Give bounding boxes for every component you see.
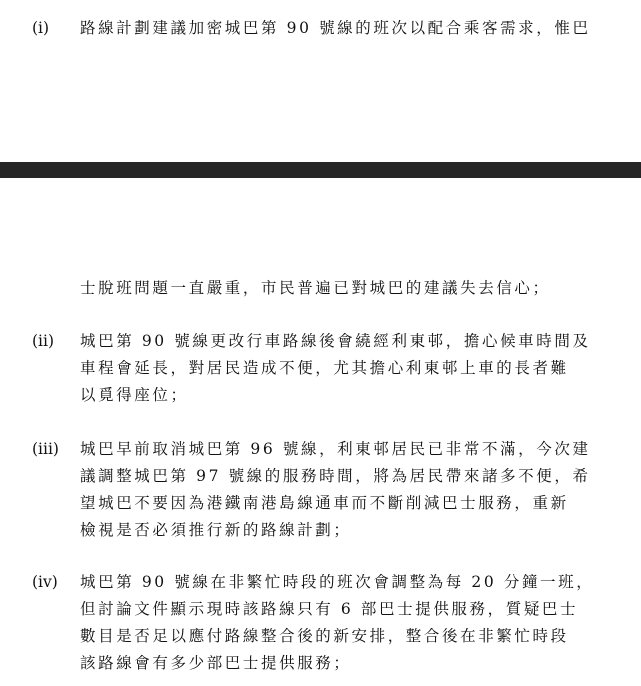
page-break-bar — [0, 162, 641, 178]
item-ii-line-1: 城巴第 90 號線更改行車路線後會繞經利東邨，擔心候車時間及 — [80, 332, 591, 350]
item-i-line-2: 士脫班問題一直嚴重，市民普遍已對城巴的建議失去信心； — [80, 279, 551, 297]
item-iv-line-2: 但討論文件顯示現時該路線只有 6 部巴士提供服務，質疑巴士 — [80, 600, 579, 618]
item-iii-line-3: 望城巴不要因為港鐵南港島線通車而不斷削減巴士服務，重新 — [80, 494, 569, 512]
item-iv-line-1: 城巴第 90 號線在非繁忙時段的班次會調整為每 20 分鐘一班， — [80, 573, 595, 591]
item-label-iv: (iv) — [32, 573, 58, 591]
item-label-iii: (iii) — [32, 440, 59, 458]
item-iii-line-2: 議調整城巴第 97 號線的服務時間，將為居民帶來諸多不便，希 — [80, 467, 591, 485]
item-iv-line-3: 數目是否足以應付路線整合後的新安排，整合後在非繁忙時段 — [80, 627, 569, 645]
item-label-i: (i) — [32, 19, 50, 37]
item-iii-line-1: 城巴早前取消城巴第 96 號線，利東邨居民已非常不滿，今次建 — [80, 440, 591, 458]
item-ii-line-3: 以覓得座位； — [80, 386, 189, 404]
item-iii-line-4: 檢視是否必須推行新的路線計劃； — [80, 521, 352, 539]
item-ii-line-2: 車程會延長，對居民造成不便，尤其擔心利東邨上車的長者難 — [80, 359, 569, 377]
item-i-line-1: 路線計劃建議加密城巴第 90 號線的班次以配合乘客需求，惟巴 — [80, 19, 591, 37]
item-label-ii: (ii) — [32, 332, 55, 350]
item-iv-line-4: 該路線會有多少部巴士提供服務； — [80, 654, 352, 672]
